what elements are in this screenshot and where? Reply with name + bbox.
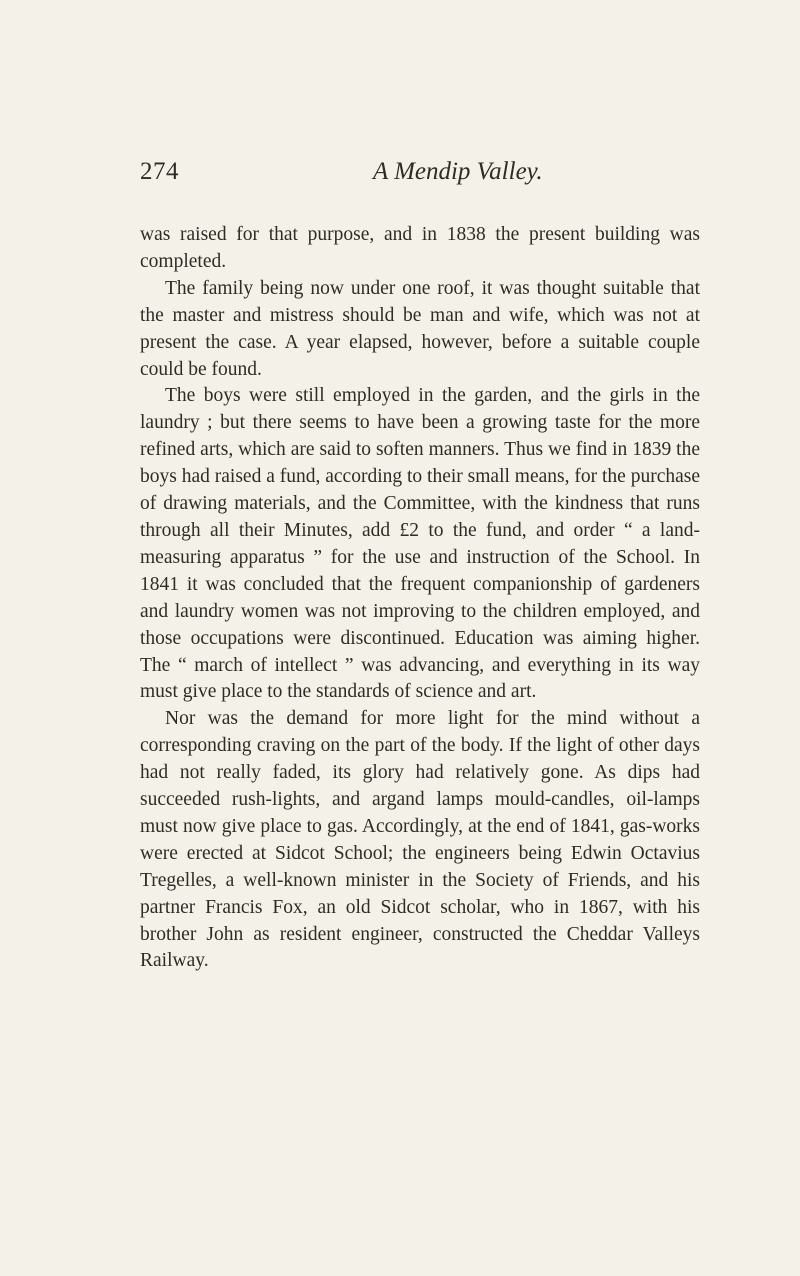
paragraph: The family being now under one roof, it was thought suitable that the master and mistress should be man and wife, which was not at present the case. A year elapsed, however, before a suitable couple could be found.	[140, 277, 700, 380]
running-title: A Mendip Valley.	[373, 158, 543, 185]
running-head	[140, 158, 700, 192]
page-number: 274	[140, 158, 179, 185]
paragraph: Nor was the demand for more light for the mind without a corresponding craving on the part of the body. If the light of other days had not really faded, its glory had relatively gone. As dips had succeeded rush-lights, and argand lamps mould-candles, oil-lamps must now give place to gas. Accordingly, at the end of 1841, gas-works were erected at Sidcot School; the engineers being Edwin Octavius Tregelles, a well-known minister in the Society of Friends, and his partner Francis Fox, an old Sidcot scholar, who in 1867, with his brother John as resident engineer, constructed the Cheddar Valleys Railway.	[140, 708, 700, 972]
paragraph-continued: was raised for that purpose, and in 1838 the present building was completed.	[140, 224, 700, 272]
paragraph: The boys were still employed in the garden, and the girls in the laundry ; but there seems to have been a growing taste for the more refined arts, which are said to soften manners. Thus we find in 1839 the boys had raised a fund, according to their small means, for the purchase of drawing materials, and the Committee, with the kindness that runs through all their Minutes, add £2 to the fund, and order “ a land-measuring apparatus ” for the use and instruction of the School. In 1841 it was concluded that the frequent companionship of gardeners and laundry women was not improving to the children employed, and those occupations were discontinued. Education was aiming higher. The “ march of intellect ” was advancing, and everything in its way must give place to the standards of science and art.	[140, 385, 700, 703]
body-text	[140, 222, 700, 975]
